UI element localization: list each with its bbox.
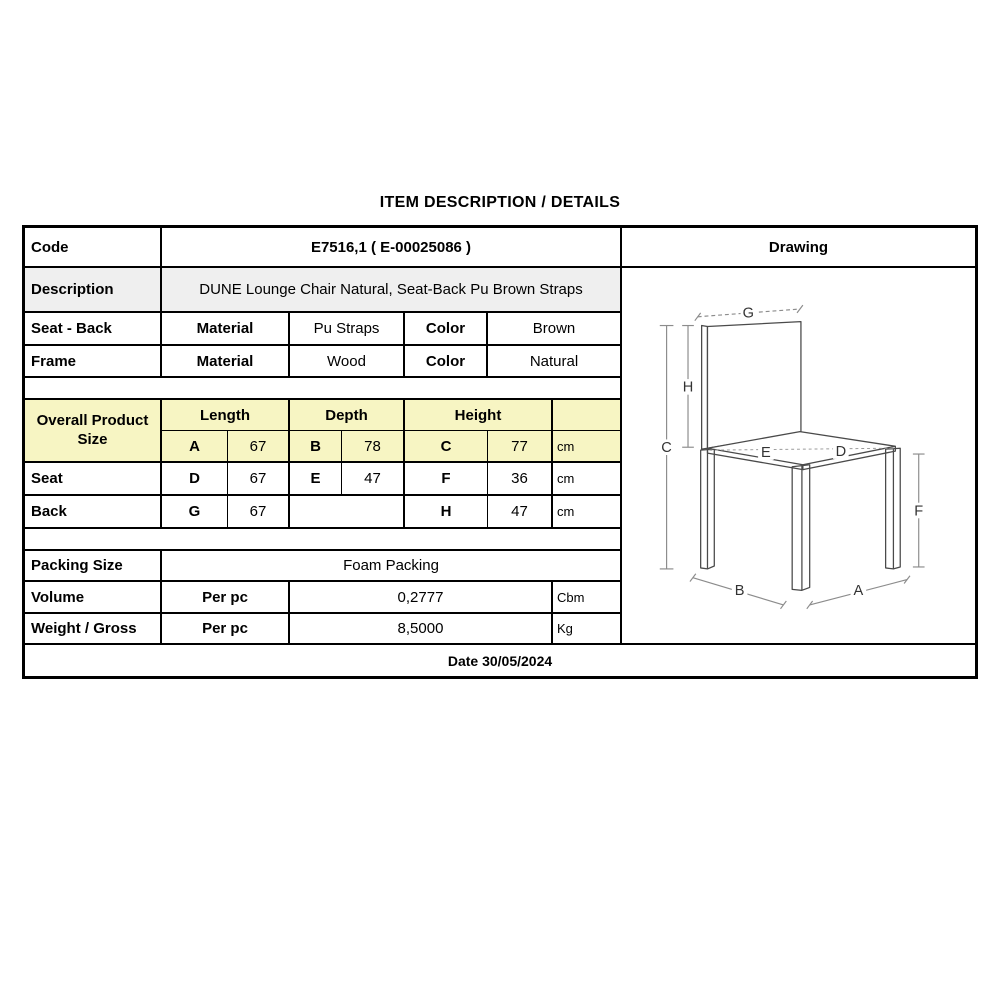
chair-drawing-svg <box>626 272 971 639</box>
seat-row-label: Seat <box>25 463 162 496</box>
dim-label-g: G <box>742 305 755 322</box>
height-header: Height <box>405 400 553 431</box>
dim-label-f: F <box>914 503 924 520</box>
overall-depth-key: B <box>290 431 342 463</box>
spec-table <box>22 225 978 679</box>
dim-label-h: H <box>682 379 694 396</box>
drawing-header: Drawing <box>622 228 975 268</box>
frame-label: Frame <box>25 346 162 378</box>
overall-unit: cm <box>553 431 622 463</box>
seat-back-color-label: Color <box>405 313 488 346</box>
overall-height-key: C <box>405 431 488 463</box>
back-unit: cm <box>553 496 622 529</box>
dim-label-a: A <box>853 583 864 600</box>
seat-height-key: F <box>405 463 488 496</box>
overall-length-key: A <box>162 431 228 463</box>
frame-color-label: Color <box>405 346 488 378</box>
chair-back-panel <box>707 322 800 449</box>
weight-label: Weight / Gross <box>25 614 162 645</box>
seat-back-material-label: Material <box>162 313 290 346</box>
seat-back-color-value: Brown <box>488 313 622 346</box>
packing-size-label: Packing Size <box>25 551 162 582</box>
seat-depth-value: 47 <box>342 463 405 496</box>
frame-color-value: Natural <box>488 346 622 378</box>
seat-depth-key: E <box>290 463 342 496</box>
packing-size-value: Foam Packing <box>162 551 622 582</box>
back-length-key: G <box>162 496 228 529</box>
seat-height-value: 36 <box>488 463 553 496</box>
overall-depth-value: 78 <box>342 431 405 463</box>
back-row-label: Back <box>25 496 162 529</box>
back-length-value: 67 <box>228 496 290 529</box>
volume-per-pc: Per pc <box>162 582 290 614</box>
depth-header: Depth <box>290 400 405 431</box>
date-row: Date 30/05/2024 <box>447 652 553 669</box>
chair-outline <box>701 322 901 591</box>
code-value: E7516,1 ( E-00025086 ) <box>162 228 622 268</box>
description-value: DUNE Lounge Chair Natural, Seat-Back Pu Brown Straps <box>162 268 622 313</box>
back-height-value: 47 <box>488 496 553 529</box>
dim-label-d: D <box>835 443 847 460</box>
seat-length-value: 67 <box>228 463 290 496</box>
overall-height-value: 77 <box>488 431 553 463</box>
dim-label-c: C <box>661 440 672 457</box>
spacer-row-2 <box>25 529 622 551</box>
dim-label-b: B <box>734 583 745 600</box>
weight-unit: Kg <box>553 614 622 645</box>
chair-front-leg <box>792 465 810 591</box>
overall-product-size-label: Overall Product Size <box>25 400 162 463</box>
seat-unit: cm <box>553 463 622 496</box>
description-label: Description <box>25 268 162 313</box>
back-depth-empty <box>290 496 405 529</box>
chair-dimension-drawing <box>622 268 975 645</box>
chair-back-edge <box>702 326 708 450</box>
overall-length-value: 67 <box>228 431 290 463</box>
volume-value: 0,2777 <box>290 582 553 614</box>
seat-back-label: Seat - Back <box>25 313 162 346</box>
frame-material-value: Wood <box>290 346 405 378</box>
volume-unit: Cbm <box>553 582 622 614</box>
spacer-row-1 <box>25 378 622 400</box>
volume-label: Volume <box>25 582 162 614</box>
page-title: ITEM DESCRIPTION / DETAILS <box>379 194 621 211</box>
weight-per-pc: Per pc <box>162 614 290 645</box>
seat-length-key: D <box>162 463 228 496</box>
back-height-key: H <box>405 496 488 529</box>
seat-back-material-value: Pu Straps <box>290 313 405 346</box>
dim-label-e: E <box>761 444 771 461</box>
weight-value: 8,5000 <box>290 614 553 645</box>
frame-material-label: Material <box>162 346 290 378</box>
length-header: Length <box>162 400 290 431</box>
size-header-empty <box>553 400 622 431</box>
code-label: Code <box>25 228 162 268</box>
